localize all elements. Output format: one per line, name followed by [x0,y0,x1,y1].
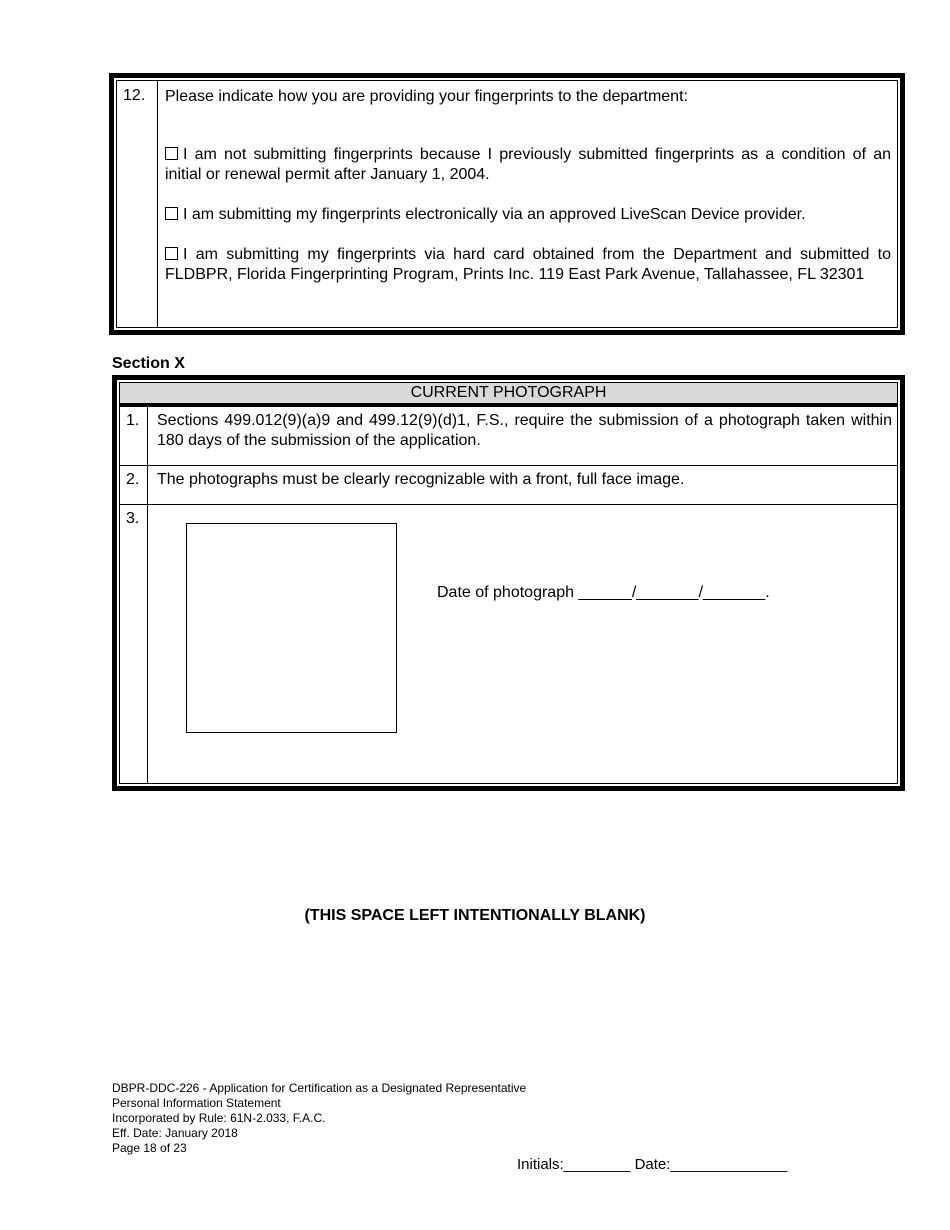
fingerprint-question-table [109,73,905,335]
blank-space-notice: (THIS SPACE LEFT INTENTIONALLY BLANK) [304,907,646,924]
checkbox-hard-card[interactable] [165,247,178,260]
photo-placeholder-box[interactable] [186,523,397,733]
table-title: CURRENT PHOTOGRAPH [120,383,897,407]
checkbox-previously-submitted[interactable] [165,147,178,160]
option-label: I am submitting my fingerprints via hard card obtained from the Department and submitted to FLDBPR, Florida Fingerprinting Program, Prints Inc. 119 East Park Avenue, Tallahassee, FL 32301 [165,246,891,283]
row-text: The photographs must be clearly recognizable with a front, full face image. [157,471,685,488]
photo-date-field[interactable]: Date of photograph ______/_______/_______. [437,584,770,601]
section-heading: Section X [112,355,185,372]
checkbox-livescan[interactable] [165,207,178,220]
table-row [120,407,897,466]
fingerprint-question-inner [116,80,898,328]
question-number: 12. [123,87,146,104]
row-number: 2. [120,466,148,504]
question-number-column [117,81,158,327]
fingerprint-option-livescan [165,205,891,225]
fingerprint-option-hard-card [165,245,891,285]
footer-statement-name: Personal Information Statement [112,1096,281,1110]
row-text: Sections 499.012(9)(a)9 and 499.12(9)(d)1, F.S., require the submission of a photograph taken within 180 days of the submission of the application. [157,412,892,449]
initials-date-line[interactable]: Initials:________ Date:______________ [517,1156,788,1173]
row-number: 1. [120,407,148,465]
table-row [120,505,897,783]
row-number: 3. [120,505,148,783]
footer-rule: Incorporated by Rule: 61N-2.033, F.A.C. [112,1111,326,1125]
footer-form-title: DBPR-DDC-226 - Application for Certification as a Designated Representative [112,1081,527,1095]
question-prompt: Please indicate how you are providing your fingerprints to the department: [165,88,688,105]
question-content [165,87,891,305]
option-label: I am submitting my fingerprints electronically via an approved LiveScan Device provider. [183,206,806,223]
footer-page-number: Page 18 of 23 [112,1141,187,1155]
form-footer [112,1081,526,1156]
footer-effective-date: Eff. Date: January 2018 [112,1126,238,1140]
current-photograph-table [112,375,905,791]
option-label: I am not submitting fingerprints because I previously submitted fingerprints as a condition of an initial or renewal permit after January 1, 2004. [165,146,891,183]
current-photograph-inner [119,382,898,784]
table-row [120,466,897,505]
fingerprint-option-previously-submitted [165,145,891,185]
